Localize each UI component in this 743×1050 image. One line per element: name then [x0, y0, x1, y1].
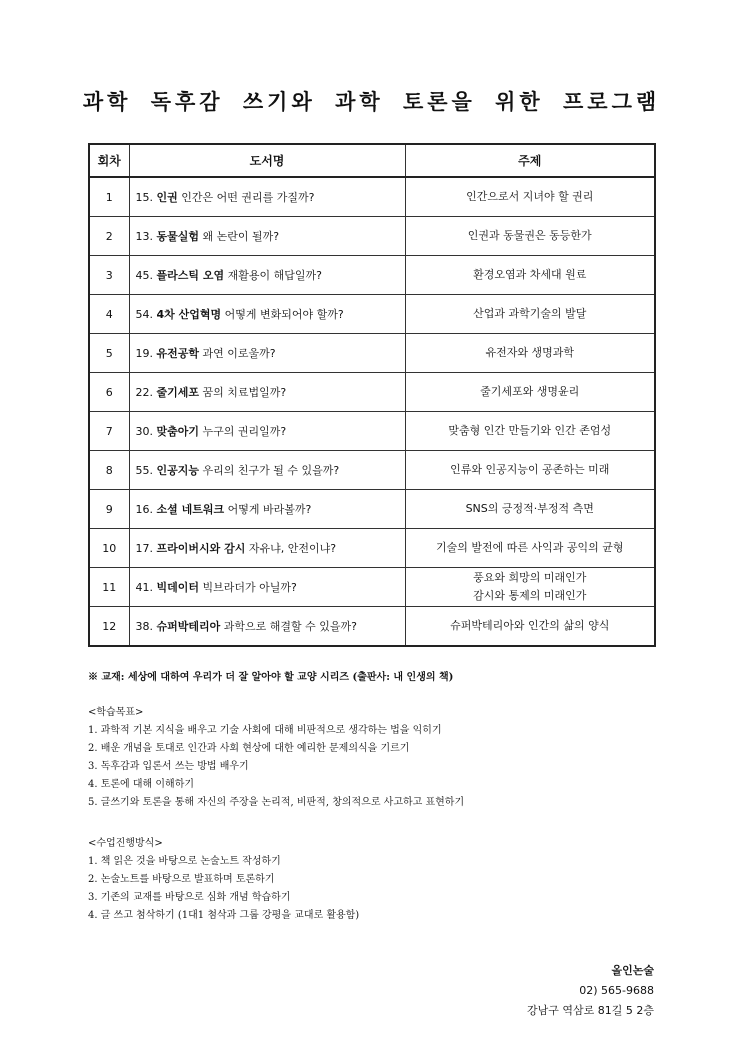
topic-cell — [405, 256, 655, 295]
book-subtitle: 과학으로 해결할 수 있을까? — [223, 620, 357, 633]
topic-text: 슈퍼박테리아와 인간의 삶의 양식 — [450, 619, 610, 632]
book-subtitle: 우리의 친구가 될 수 있을까? — [202, 464, 340, 477]
book-number: 16. — [135, 503, 153, 516]
book-title — [129, 490, 405, 529]
book-subtitle: 어떻게 변화되어야 할까? — [224, 308, 344, 321]
header-session: 회차 — [89, 144, 129, 177]
book-number: 19. — [135, 347, 153, 360]
list-item: 4. 글 쓰고 첨삭하기 (1대1 첨삭과 그룹 강평을 교대로 활용함) — [88, 910, 360, 921]
book-keyword: 동물실험 — [156, 230, 200, 243]
textbook-note: ※ 교재: 세상에 대하여 우리가 더 잘 알아야 할 교양 시리즈 (출판사: 내 인생의 책) — [88, 672, 454, 683]
list-item: 5. 글쓰기와 토론을 통해 자신의 주장을 논리적, 비판적, 창의적으로 사고하고 표현하기 — [88, 797, 465, 808]
topic-text: 줄기세포와 생명윤리 — [480, 385, 580, 398]
list-item: 3. 독후감과 입론서 쓰는 방법 배우기 — [88, 761, 249, 772]
session-number: 5 — [89, 334, 129, 373]
book-keyword: 인공지능 — [156, 464, 200, 477]
topic-text: 인류와 인공지능이 공존하는 미래 — [450, 463, 610, 476]
topic-cell — [405, 295, 655, 334]
table-row — [89, 177, 655, 217]
book-title — [129, 334, 405, 373]
session-number: 7 — [89, 412, 129, 451]
learning-goals — [88, 704, 464, 812]
topic-cell — [405, 217, 655, 256]
table-row — [89, 373, 655, 412]
book-title — [129, 295, 405, 334]
book-subtitle: 재활용이 해답일까? — [227, 269, 322, 282]
method-heading: <수업진행방식> — [88, 838, 163, 849]
topic-text: SNS의 긍정적·부정적 측면 — [465, 502, 594, 515]
topic-text: 맞춤형 인간 만들기와 인간 존엄성 — [448, 424, 612, 437]
book-keyword: 인권 — [156, 191, 178, 204]
topic-text: 산업과 과학기술의 발달 — [473, 307, 587, 320]
header-book: 도서명 — [129, 144, 405, 177]
book-keyword: 빅데이터 — [156, 581, 200, 594]
list-item: 1. 책 읽은 것을 바탕으로 논술노트 작성하기 — [88, 856, 281, 867]
session-number: 11 — [89, 568, 129, 607]
topic-cell — [405, 451, 655, 490]
table-header-row — [89, 144, 655, 177]
book-number: 30. — [135, 425, 153, 438]
session-number: 8 — [89, 451, 129, 490]
book-title — [129, 529, 405, 568]
session-number: 3 — [89, 256, 129, 295]
book-subtitle: 꿈의 치료법일까? — [202, 386, 287, 399]
book-keyword: 유전공학 — [156, 347, 200, 360]
topic-cell — [405, 373, 655, 412]
list-item: 2. 배운 개념을 토대로 인간과 사회 현상에 대한 예리한 문제의식을 기르기 — [88, 743, 410, 754]
phone: 02) 565-9688 — [579, 984, 654, 997]
book-keyword: 플라스틱 오염 — [156, 269, 225, 282]
book-number: 54. — [135, 308, 153, 321]
list-item: 1. 과학적 기본 지식을 배우고 기술 사회에 대해 비판적으로 생각하는 법을 익히기 — [88, 725, 442, 736]
book-title — [129, 256, 405, 295]
session-number: 6 — [89, 373, 129, 412]
book-subtitle: 누구의 권리일까? — [202, 425, 287, 438]
book-keyword: 4차 산업혁명 — [156, 308, 222, 321]
topic-text: 감시와 통제의 미래인가 — [473, 589, 587, 602]
program-table — [88, 143, 656, 647]
book-title — [129, 607, 405, 647]
topic-text: 환경오염과 차세대 원료 — [473, 268, 587, 281]
book-title — [129, 217, 405, 256]
table-row — [89, 295, 655, 334]
book-title — [129, 451, 405, 490]
goals-heading: <학습목표> — [88, 707, 144, 718]
book-number: 38. — [135, 620, 153, 633]
book-title — [129, 568, 405, 607]
topic-text: 유전자와 생명과학 — [485, 346, 574, 359]
book-number: 15. — [135, 191, 153, 204]
address: 강남구 역삼로 81길 5 2층 — [527, 1004, 654, 1017]
topic-cell — [405, 607, 655, 647]
book-number: 17. — [135, 542, 153, 555]
session-number: 2 — [89, 217, 129, 256]
book-number: 55. — [135, 464, 153, 477]
book-keyword: 소셜 네트워크 — [156, 503, 225, 516]
table-row — [89, 451, 655, 490]
class-method — [88, 835, 359, 925]
table-row — [89, 568, 655, 607]
topic-text: 인간으로서 지녀야 할 권리 — [466, 190, 594, 203]
book-subtitle: 자유냐, 안전이냐? — [248, 542, 337, 555]
book-number: 13. — [135, 230, 153, 243]
session-number: 12 — [89, 607, 129, 647]
table-row — [89, 412, 655, 451]
list-item: 4. 토론에 대해 이해하기 — [88, 779, 195, 790]
topic-cell — [405, 412, 655, 451]
topic-cell — [405, 568, 655, 607]
topic-text: 기술의 발전에 따른 사익과 공익의 균형 — [436, 541, 624, 554]
book-subtitle: 왜 논란이 될까? — [202, 230, 280, 243]
table-row — [89, 607, 655, 647]
book-title — [129, 177, 405, 217]
topic-text: 풍요와 희망의 미래인가 — [473, 571, 587, 584]
book-keyword: 줄기세포 — [156, 386, 200, 399]
book-title — [129, 373, 405, 412]
book-number: 41. — [135, 581, 153, 594]
topic-cell — [405, 529, 655, 568]
table-row — [89, 529, 655, 568]
list-item: 2. 논술노트를 바탕으로 발표하며 토론하기 — [88, 874, 275, 885]
book-number: 45. — [135, 269, 153, 282]
session-number: 9 — [89, 490, 129, 529]
topic-text: 인권과 동물권은 동등한가 — [467, 229, 592, 242]
book-subtitle: 인간은 어떤 권리를 가질까? — [181, 191, 315, 204]
contact-block — [527, 961, 654, 1021]
book-keyword: 맞춤아기 — [156, 425, 200, 438]
session-number: 4 — [89, 295, 129, 334]
table-row — [89, 490, 655, 529]
table-row — [89, 256, 655, 295]
header-topic: 주제 — [405, 144, 655, 177]
topic-cell — [405, 334, 655, 373]
book-subtitle: 빅브라더가 아닐까? — [202, 581, 297, 594]
book-title — [129, 412, 405, 451]
topic-cell — [405, 490, 655, 529]
book-keyword: 프라이버시와 감시 — [156, 542, 246, 555]
org-name: 올인논술 — [611, 964, 654, 977]
session-number: 1 — [89, 177, 129, 217]
book-keyword: 슈퍼박테리아 — [156, 620, 221, 633]
page-title: 과학 독후감 쓰기와 과학 토론을 위한 프로그램 — [82, 89, 661, 114]
book-subtitle: 과연 이로울까? — [202, 347, 276, 360]
table-row — [89, 334, 655, 373]
book-number: 22. — [135, 386, 153, 399]
list-item: 3. 기존의 교재를 바탕으로 심화 개념 학습하기 — [88, 892, 291, 903]
table-row — [89, 217, 655, 256]
topic-cell — [405, 177, 655, 217]
session-number: 10 — [89, 529, 129, 568]
book-subtitle: 어떻게 바라볼까? — [227, 503, 312, 516]
